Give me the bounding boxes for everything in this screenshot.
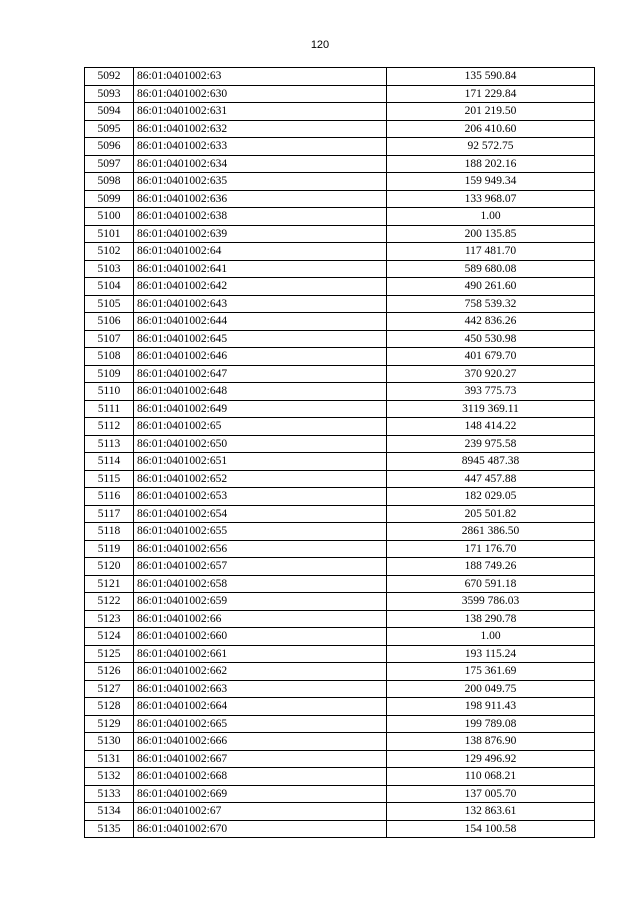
table-row: [85, 523, 595, 541]
row-number-cell: 5106: [85, 313, 134, 331]
cadastral-value-cell: 133 968.07: [387, 190, 595, 208]
row-number-cell: 5096: [85, 138, 134, 156]
cadastral-value-cell: 490 261.60: [387, 278, 595, 296]
cadastral-value-cell: 200 135.85: [387, 225, 595, 243]
cadastral-number-cell: 86:01:0401002:656: [134, 540, 387, 558]
row-number-cell: 5105: [85, 295, 134, 313]
cadastral-value-cell: 3119 369.11: [387, 400, 595, 418]
cadastral-value-cell: 3599 786.03: [387, 593, 595, 611]
cadastral-number-cell: 86:01:0401002:652: [134, 470, 387, 488]
cadastral-value-cell: 188 749.26: [387, 558, 595, 576]
cadastral-number-cell: 86:01:0401002:661: [134, 645, 387, 663]
table-row: [85, 785, 595, 803]
cadastral-value-cell: 1.00: [387, 628, 595, 646]
row-number-cell: 5095: [85, 120, 134, 138]
cadastral-value-cell: 2861 386.50: [387, 523, 595, 541]
cadastral-number-cell: 86:01:0401002:66: [134, 610, 387, 628]
table-row: [85, 155, 595, 173]
row-number-cell: 5124: [85, 628, 134, 646]
table-row: [85, 120, 595, 138]
row-number-cell: 5131: [85, 750, 134, 768]
cadastral-value-cell: 138 290.78: [387, 610, 595, 628]
cadastral-number-cell: 86:01:0401002:644: [134, 313, 387, 331]
table-row: [85, 628, 595, 646]
cadastral-value-cell: 201 219.50: [387, 103, 595, 121]
row-number-cell: 5097: [85, 155, 134, 173]
cadastral-number-cell: 86:01:0401002:646: [134, 348, 387, 366]
cadastral-value-cell: 370 920.27: [387, 365, 595, 383]
row-number-cell: 5117: [85, 505, 134, 523]
table-row: [85, 418, 595, 436]
row-number-cell: 5133: [85, 785, 134, 803]
table-row: [85, 225, 595, 243]
cadastral-value-cell: 129 496.92: [387, 750, 595, 768]
row-number-cell: 5094: [85, 103, 134, 121]
row-number-cell: 5129: [85, 715, 134, 733]
cadastral-number-cell: 86:01:0401002:657: [134, 558, 387, 576]
cadastral-number-cell: 86:01:0401002:639: [134, 225, 387, 243]
row-number-cell: 5101: [85, 225, 134, 243]
row-number-cell: 5130: [85, 733, 134, 751]
row-number-cell: 5112: [85, 418, 134, 436]
cadastral-number-cell: 86:01:0401002:662: [134, 663, 387, 681]
row-number-cell: 5116: [85, 488, 134, 506]
cadastral-number-cell: 86:01:0401002:633: [134, 138, 387, 156]
table-row: [85, 330, 595, 348]
cadastral-number-cell: 86:01:0401002:630: [134, 85, 387, 103]
cadastral-value-cell: 199 789.08: [387, 715, 595, 733]
cadastral-number-cell: 86:01:0401002:635: [134, 173, 387, 191]
row-number-cell: 5111: [85, 400, 134, 418]
row-number-cell: 5123: [85, 610, 134, 628]
cadastral-value-cell: 442 836.26: [387, 313, 595, 331]
cadastral-number-cell: 86:01:0401002:651: [134, 453, 387, 471]
table-row: [85, 313, 595, 331]
cadastral-value-cell: 401 679.70: [387, 348, 595, 366]
table-row: [85, 103, 595, 121]
cadastral-number-cell: 86:01:0401002:670: [134, 820, 387, 838]
cadastral-value-cell: 171 176.70: [387, 540, 595, 558]
cadastral-value-cell: 193 115.24: [387, 645, 595, 663]
table-row: [85, 680, 595, 698]
row-number-cell: 5122: [85, 593, 134, 611]
cadastral-number-cell: 86:01:0401002:664: [134, 698, 387, 716]
cadastral-value-cell: 239 975.58: [387, 435, 595, 453]
cadastral-value-cell: 589 680.08: [387, 260, 595, 278]
cadastral-number-cell: 86:01:0401002:666: [134, 733, 387, 751]
table-row: [85, 243, 595, 261]
table-row: [85, 400, 595, 418]
table-row: [85, 68, 595, 86]
cadastral-value-cell: 175 361.69: [387, 663, 595, 681]
cadastral-value-cell: 758 539.32: [387, 295, 595, 313]
table-row: [85, 698, 595, 716]
cadastral-number-cell: 86:01:0401002:631: [134, 103, 387, 121]
cadastral-number-cell: 86:01:0401002:659: [134, 593, 387, 611]
cadastral-value-cell: 159 949.34: [387, 173, 595, 191]
cadastral-number-cell: 86:01:0401002:648: [134, 383, 387, 401]
cadastral-value-cell: 188 202.16: [387, 155, 595, 173]
cadastral-number-cell: 86:01:0401002:65: [134, 418, 387, 436]
cadastral-number-cell: 86:01:0401002:67: [134, 803, 387, 821]
row-number-cell: 5125: [85, 645, 134, 663]
cadastral-value-cell: 92 572.75: [387, 138, 595, 156]
row-number-cell: 5127: [85, 680, 134, 698]
row-number-cell: 5100: [85, 208, 134, 226]
table-row: [85, 768, 595, 786]
table-row: [85, 750, 595, 768]
row-number-cell: 5119: [85, 540, 134, 558]
cadastral-number-cell: 86:01:0401002:650: [134, 435, 387, 453]
row-number-cell: 5108: [85, 348, 134, 366]
row-number-cell: 5107: [85, 330, 134, 348]
cadastral-value-cell: 171 229.84: [387, 85, 595, 103]
table-row: [85, 715, 595, 733]
row-number-cell: 5132: [85, 768, 134, 786]
row-number-cell: 5098: [85, 173, 134, 191]
row-number-cell: 5134: [85, 803, 134, 821]
cadastral-number-cell: 86:01:0401002:632: [134, 120, 387, 138]
table-row: [85, 575, 595, 593]
cadastral-value-cell: 450 530.98: [387, 330, 595, 348]
cadastral-number-cell: 86:01:0401002:638: [134, 208, 387, 226]
table-body: [85, 68, 595, 838]
row-number-cell: 5128: [85, 698, 134, 716]
table-row: [85, 610, 595, 628]
cadastral-value-cell: 135 590.84: [387, 68, 595, 86]
table-row: [85, 435, 595, 453]
table-row: [85, 593, 595, 611]
cadastral-number-cell: 86:01:0401002:636: [134, 190, 387, 208]
cadastral-number-cell: 86:01:0401002:641: [134, 260, 387, 278]
row-number-cell: 5126: [85, 663, 134, 681]
cadastral-number-cell: 86:01:0401002:655: [134, 523, 387, 541]
cadastral-value-cell: 117 481.70: [387, 243, 595, 261]
table-row: [85, 505, 595, 523]
table-row: [85, 85, 595, 103]
table-row: [85, 820, 595, 838]
table-row: [85, 663, 595, 681]
cadastral-value-cell: 206 410.60: [387, 120, 595, 138]
cadastral-number-cell: 86:01:0401002:653: [134, 488, 387, 506]
table-row: [85, 295, 595, 313]
cadastral-value-table: [84, 67, 595, 838]
cadastral-value-cell: 138 876.90: [387, 733, 595, 751]
table-row: [85, 348, 595, 366]
cadastral-value-cell: 205 501.82: [387, 505, 595, 523]
table-row: [85, 138, 595, 156]
cadastral-number-cell: 86:01:0401002:668: [134, 768, 387, 786]
row-number-cell: 5135: [85, 820, 134, 838]
cadastral-number-cell: 86:01:0401002:665: [134, 715, 387, 733]
row-number-cell: 5102: [85, 243, 134, 261]
page-number: 120: [310, 39, 330, 51]
table-row: [85, 208, 595, 226]
cadastral-value-cell: 182 029.05: [387, 488, 595, 506]
table-row: [85, 488, 595, 506]
cadastral-value-cell: 670 591.18: [387, 575, 595, 593]
cadastral-value-cell: 1.00: [387, 208, 595, 226]
cadastral-value-cell: 137 005.70: [387, 785, 595, 803]
cadastral-value-cell: 393 775.73: [387, 383, 595, 401]
cadastral-number-cell: 86:01:0401002:667: [134, 750, 387, 768]
cadastral-value-cell: 198 911.43: [387, 698, 595, 716]
row-number-cell: 5092: [85, 68, 134, 86]
row-number-cell: 5103: [85, 260, 134, 278]
cadastral-number-cell: 86:01:0401002:642: [134, 278, 387, 296]
table-row: [85, 260, 595, 278]
table-row: [85, 278, 595, 296]
row-number-cell: 5109: [85, 365, 134, 383]
cadastral-number-cell: 86:01:0401002:634: [134, 155, 387, 173]
cadastral-number-cell: 86:01:0401002:649: [134, 400, 387, 418]
table-row: [85, 645, 595, 663]
table-row: [85, 803, 595, 821]
cadastral-number-cell: 86:01:0401002:654: [134, 505, 387, 523]
table-row: [85, 190, 595, 208]
row-number-cell: 5118: [85, 523, 134, 541]
cadastral-number-cell: 86:01:0401002:647: [134, 365, 387, 383]
cadastral-value-cell: 200 049.75: [387, 680, 595, 698]
cadastral-value-cell: 8945 487.38: [387, 453, 595, 471]
table-row: [85, 558, 595, 576]
cadastral-number-cell: 86:01:0401002:645: [134, 330, 387, 348]
cadastral-value-cell: 154 100.58: [387, 820, 595, 838]
table-row: [85, 453, 595, 471]
cadastral-number-cell: 86:01:0401002:660: [134, 628, 387, 646]
cadastral-value-cell: 447 457.88: [387, 470, 595, 488]
table-row: [85, 733, 595, 751]
row-number-cell: 5114: [85, 453, 134, 471]
cadastral-value-cell: 132 863.61: [387, 803, 595, 821]
row-number-cell: 5110: [85, 383, 134, 401]
row-number-cell: 5093: [85, 85, 134, 103]
table-row: [85, 365, 595, 383]
row-number-cell: 5121: [85, 575, 134, 593]
cadastral-value-cell: 148 414.22: [387, 418, 595, 436]
table-row: [85, 470, 595, 488]
cadastral-number-cell: 86:01:0401002:63: [134, 68, 387, 86]
row-number-cell: 5104: [85, 278, 134, 296]
cadastral-number-cell: 86:01:0401002:669: [134, 785, 387, 803]
table-row: [85, 383, 595, 401]
cadastral-number-cell: 86:01:0401002:663: [134, 680, 387, 698]
cadastral-number-cell: 86:01:0401002:658: [134, 575, 387, 593]
cadastral-number-cell: 86:01:0401002:643: [134, 295, 387, 313]
cadastral-number-cell: 86:01:0401002:64: [134, 243, 387, 261]
row-number-cell: 5120: [85, 558, 134, 576]
table-row: [85, 540, 595, 558]
cadastral-value-cell: 110 068.21: [387, 768, 595, 786]
row-number-cell: 5115: [85, 470, 134, 488]
table-row: [85, 173, 595, 191]
row-number-cell: 5099: [85, 190, 134, 208]
row-number-cell: 5113: [85, 435, 134, 453]
